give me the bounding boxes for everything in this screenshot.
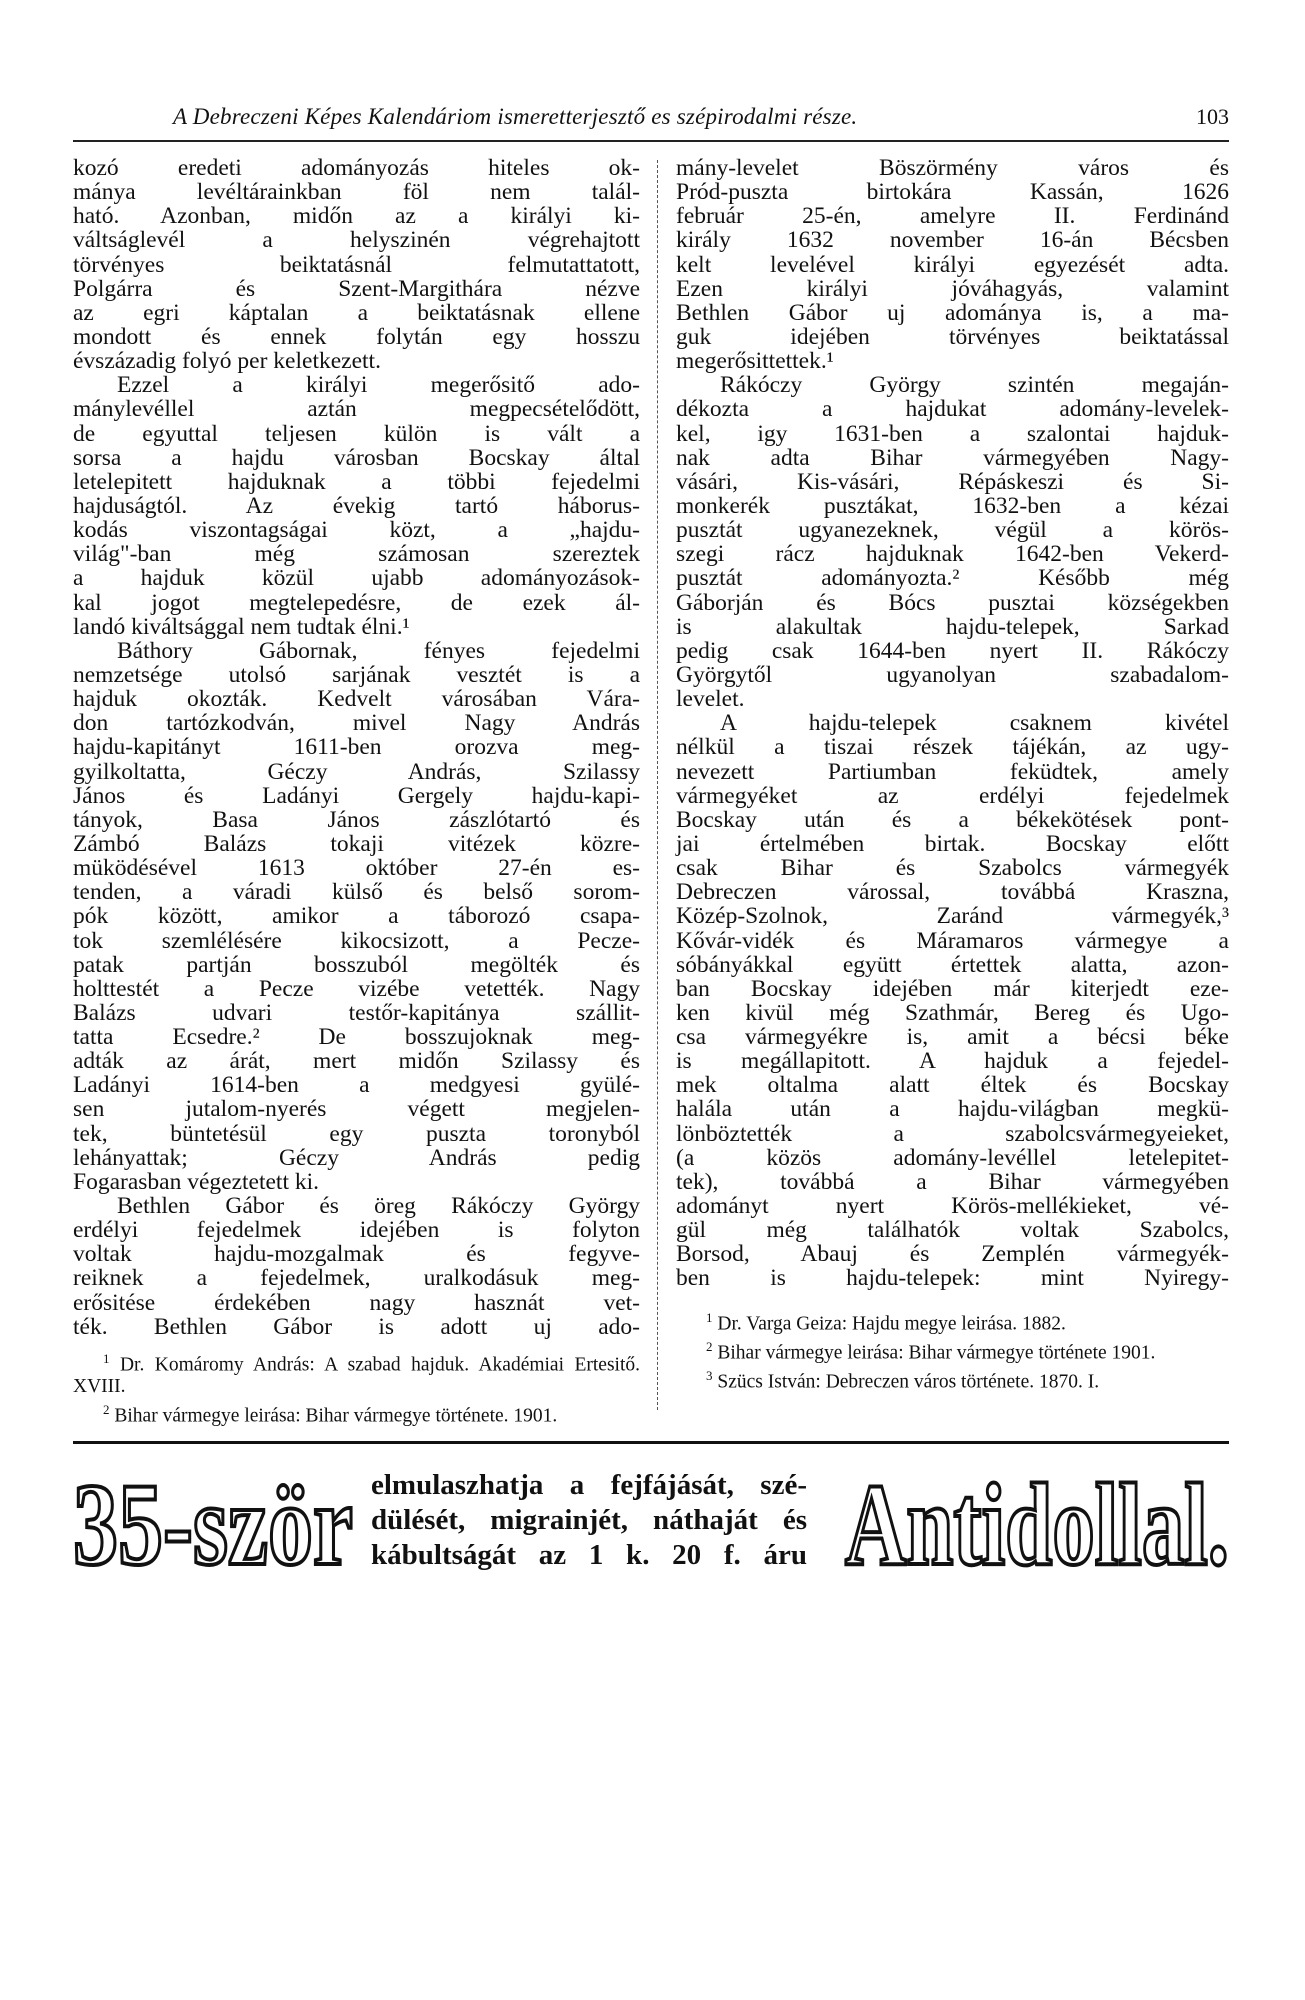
- text-line: tek, büntetésül egy puszta toronyból: [73, 1120, 640, 1147]
- svg-text:35-ször: 35-ször: [73, 1459, 353, 1590]
- text-line: holttestét a Pecze vizébe vetették. Nagy: [73, 975, 640, 1002]
- text-line: Kővár-vidék és Máramaros vármegye a: [676, 927, 1229, 954]
- text-line: Közép-Szolnok, Zaránd vármegyék,³: [676, 903, 1229, 930]
- text-line: sorsa a hajdu városban Bocskay által: [73, 444, 640, 471]
- text-line: ték. Bethlen Gábor is adott uj ado-: [73, 1313, 640, 1340]
- text-line: Bocskay után és a békekötések pont-: [676, 806, 1229, 833]
- text-line: erdélyi fejedelmek idejében is folyton: [73, 1217, 640, 1244]
- text-line: sóbányákkal együtt értettek alatta, azon-: [676, 951, 1229, 978]
- text-line: kozó eredeti adományozás hiteles ok-: [73, 155, 640, 181]
- page-number: 103: [1196, 104, 1229, 129]
- text-line: landó kiváltsággal nem tudtak élni.¹: [73, 613, 410, 640]
- header-rule: [73, 140, 1229, 142]
- footnote-text: Szücs István: Debreczen város története. 1870. I.: [717, 1371, 1100, 1393]
- text-line: hajdu-kapitányt 1611-ben orozva meg-: [73, 734, 640, 761]
- text-line: kelt levelével királyi egyezését adta.: [676, 251, 1229, 278]
- text-line: jai értelmében birtak. Bocskay előtt: [676, 830, 1229, 857]
- text-line: kal jogot megtelepedésre, de ezek ál-: [73, 589, 640, 616]
- text-line: mek oltalma alatt éltek és Bocskay: [676, 1072, 1229, 1099]
- text-line: tok szemlélésére kikocsizott, a Pecze-: [73, 927, 640, 954]
- text-line: törvényes beiktatásnál felmutattatott,: [73, 251, 640, 278]
- text-line: Debreczen várossal, továbbá Kraszna,: [676, 879, 1229, 906]
- text-line: Ezen királyi jóváhagyás, valamint: [676, 275, 1229, 302]
- ad-body-line: kábultságát az 1 k. 20 f. áru: [371, 1539, 807, 1571]
- footnote-text: Bihar vármegye leirása: Bihar vármegye története 1901.: [717, 1342, 1156, 1364]
- text-line: a hajduk közül ujabb adományozások-: [73, 565, 640, 592]
- text-line: ban Bocskay idejében már kiterjedt eze-: [676, 975, 1229, 1002]
- footnotes-right: [676, 1307, 1229, 1394]
- text-line: Bethlen Gábor és öreg Rákóczy György: [117, 1193, 640, 1220]
- ad-body-line: elmulaszhatja a fejfájását, szé-: [371, 1469, 807, 1501]
- svg-text:Antidollal.: Antidollal.: [845, 1459, 1229, 1590]
- text-line: kel, igy 1631-ben a szalontai hajduk-: [676, 420, 1229, 447]
- text-line: reiknek a fejedelmek, uralkodásuk meg-: [73, 1265, 640, 1292]
- text-line: mány-levelet Böszörmény város és: [676, 155, 1229, 181]
- footnote: [73, 1348, 640, 1398]
- text-line: tek), továbbá a Bihar vármegyében: [676, 1168, 1229, 1195]
- footnote-mark: 1: [706, 1310, 713, 1325]
- ad-headline-left: [73, 1459, 355, 1590]
- footnote-text: Dr. Varga Geiza: Hajdu megye leirása. 1882.: [717, 1313, 1066, 1335]
- text-line: Borsod, Abauj és Zemplén vármegyék-: [676, 1241, 1229, 1268]
- text-line: pusztát ugyanezeknek, végül a körös-: [676, 517, 1229, 544]
- text-line: halála után a hajdu-világban megkü-: [676, 1096, 1229, 1123]
- text-line: Rákóczy György szintén megaján-: [720, 372, 1229, 399]
- text-line: ben is hajdu-telepek: mint Nyiregy-: [676, 1265, 1229, 1292]
- column-divider: [657, 160, 658, 1410]
- text-line: voltak hajdu-mozgalmak és fegyve-: [73, 1241, 640, 1268]
- text-line: ken kivül még Szathmár, Bereg és Ugo-: [676, 999, 1229, 1026]
- text-line: erősitése érdekében nagy hasznát vet-: [73, 1289, 640, 1316]
- text-line: Pród-puszta birtokára Kassán, 1626: [676, 179, 1229, 206]
- text-line: A hajdu-telepek csaknem kivétel: [720, 710, 1229, 737]
- right-column: [676, 156, 1229, 1291]
- text-line: is alakultak hajdu-telepek, Sarkad: [676, 613, 1229, 640]
- text-line: vásári, Kis-vásári, Répáskeszi és Si-: [676, 468, 1229, 495]
- text-line: Zámbó Balázs tokaji vitézek közre-: [73, 830, 640, 857]
- text-line: Balázs udvari testőr-kapitánya szállit-: [73, 999, 640, 1026]
- text-line: adományt nyert Körös-mellékieket, vé-: [676, 1193, 1229, 1220]
- text-line: Báthory Gábornak, fényes fejedelmi: [117, 637, 640, 664]
- ad-body-line: dülését, migrainjét, náthaját és: [371, 1504, 807, 1536]
- footnote: [73, 1399, 640, 1427]
- text-line: monkerék pusztákat, 1632-ben a kézai: [676, 492, 1229, 519]
- text-line: megerősittettek.¹: [676, 348, 834, 375]
- advertisement-rule: [73, 1441, 1229, 1444]
- text-line: csak Bihar és Szabolcs vármegyék: [676, 855, 1229, 882]
- text-line: de egyuttal teljesen külön is vált a: [73, 420, 640, 447]
- footnote: [676, 1307, 1229, 1335]
- text-line: don tartózkodván, mivel Nagy András: [73, 710, 640, 737]
- text-line: tányok, Basa János zászlótartó és: [73, 806, 640, 833]
- text-line: mánya levéltárainkban föl nem talál-: [73, 179, 640, 206]
- text-line: Gáborján és Bócs pusztai községekben: [676, 589, 1229, 616]
- text-line: Ezzel a királyi megerősitő ado-: [117, 372, 640, 399]
- text-line: pók között, amikor a táborozó csapa-: [73, 903, 640, 930]
- text-line: az egri káptalan a beiktatásnak ellene: [73, 299, 640, 326]
- text-line: is megállapitott. A hajduk a fejedel-: [676, 1048, 1229, 1075]
- text-line: Ladányi 1614-ben a medgyesi gyülé-: [73, 1072, 640, 1099]
- text-line: Polgárra és Szent-Margithára nézve: [73, 275, 640, 302]
- text-line: váltságlevél a helyszinén végrehajtott: [73, 227, 640, 254]
- footnote-text: Dr. Komáromy András: A szabad hajduk. Akadémiai Ertesitő. XVIII.: [73, 1354, 640, 1397]
- text-line: guk idejében törvényes beiktatással: [676, 323, 1229, 350]
- text-line: tenden, a váradi külső és belső sorom-: [73, 879, 640, 906]
- text-line: dékozta a hajdukat adomány-levelek-: [676, 396, 1229, 423]
- text-line: letelepitett hajduknak a többi fejedelmi: [73, 468, 640, 495]
- text-line: hajduk okozták. Kedvelt városában Vára-: [73, 686, 640, 713]
- text-line: Bethlen Gábor uj adománya is, a ma-: [676, 299, 1229, 326]
- text-line: február 25-én, amelyre II. Ferdinánd: [676, 203, 1229, 230]
- text-line: vármegyéket az erdélyi fejedelmek: [676, 782, 1229, 809]
- ad-headline-right: [845, 1459, 1231, 1590]
- running-header: [73, 104, 1229, 134]
- text-line: patak partján bosszuból megölték és: [73, 951, 640, 978]
- footnote-mark: 3: [706, 1368, 713, 1383]
- text-line: Fogarasban végeztetett ki.: [73, 1168, 320, 1195]
- footnote-mark: 2: [103, 1401, 110, 1417]
- text-line: szegi rácz hajduknak 1642-ben Vekerd-: [676, 541, 1229, 568]
- text-line: nemzetsége utolsó sarjának vesztét is a: [73, 661, 640, 688]
- text-line: ható. Azonban, midőn az a királyi ki-: [73, 203, 640, 230]
- left-column: [73, 156, 640, 1339]
- text-line: (a közös adomány-levéllel letelepitet-: [676, 1144, 1229, 1171]
- text-line: János és Ladányi Gergely hajdu-kapi-: [73, 782, 640, 809]
- text-line: világ"-ban még számosan szereztek: [73, 541, 640, 568]
- text-line: mondott és ennek folytán egy hosszu: [73, 323, 640, 350]
- ad-body-text: [371, 1468, 807, 1573]
- text-line: csa vármegyékre is, amit a bécsi béke: [676, 1024, 1229, 1051]
- text-line: mánylevéllel aztán megpecsételődött,: [73, 396, 640, 423]
- header-title: A Debreczeni Képes Kalendáriom ismeretterjesztő es szépirodalmi része.: [173, 104, 858, 129]
- text-line: tatta Ecsedre.² De bosszujoknak meg-: [73, 1024, 640, 1051]
- text-line: nélkül a tiszai részek tájékán, az ugy-: [676, 734, 1229, 761]
- text-line: Györgytől ugyanolyan szabadalom-: [676, 661, 1229, 688]
- footnote: [676, 1336, 1229, 1364]
- text-line: gül még találhatók voltak Szabolcs,: [676, 1217, 1229, 1244]
- footnote-mark: 1: [103, 1351, 110, 1366]
- text-line: kodás viszontagságai közt, a „hajdu-: [73, 517, 640, 544]
- text-line: nevezett Partiumban feküdtek, amely: [676, 758, 1229, 785]
- text-line: adták az árát, mert midőn Szilassy és: [73, 1048, 640, 1075]
- text-line: lehányattak; Géczy András pedig: [73, 1144, 640, 1171]
- text-line: évszázadig folyó per keletkezett.: [73, 348, 381, 375]
- text-line: nak adta Bihar vármegyében Nagy-: [676, 444, 1229, 471]
- text-line: hajduságtól. Az évekig tartó háborus-: [73, 492, 640, 519]
- footnotes-left: [73, 1348, 640, 1428]
- text-line: lönböztették a szabolcsvármegyeieket,: [676, 1120, 1229, 1147]
- footnote-mark: 2: [706, 1339, 713, 1354]
- text-line: pusztát adományozta.² Később még: [676, 565, 1229, 592]
- text-line: király 1632 november 16-án Bécsben: [676, 227, 1229, 254]
- text-line: levelet.: [676, 686, 745, 713]
- footnote: [676, 1365, 1229, 1393]
- text-line: müködésével 1613 október 27-én es-: [73, 855, 640, 882]
- text-line: sen jutalom-nyerés végett megjelen-: [73, 1096, 640, 1123]
- text-line: gyilkoltatta, Géczy András, Szilassy: [73, 758, 640, 785]
- text-line: pedig csak 1644-ben nyert II. Rákóczy: [676, 637, 1229, 664]
- footnote-text: Bihar vármegye leirása: Bihar vármegye története. 1901.: [114, 1405, 558, 1426]
